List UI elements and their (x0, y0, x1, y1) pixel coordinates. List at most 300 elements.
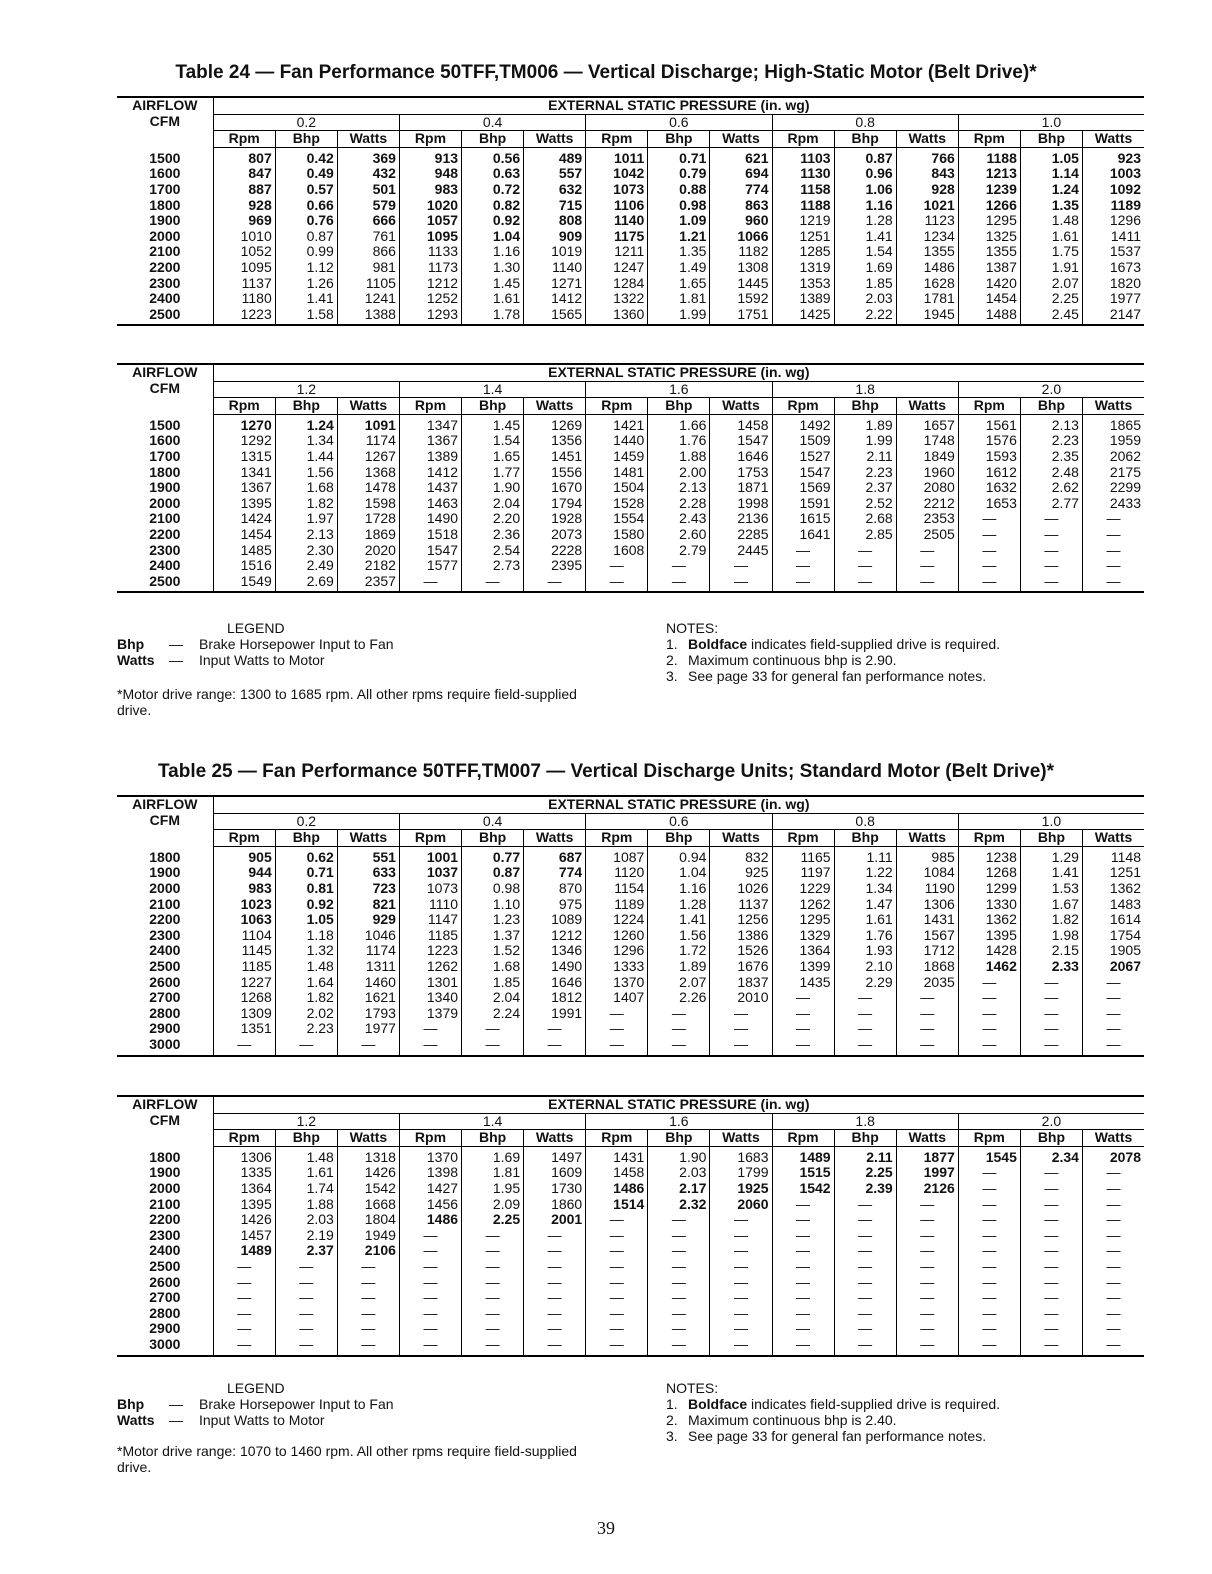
bhp-cell: — (648, 1212, 710, 1228)
watts-cell: — (1082, 1197, 1144, 1213)
watts-cell: 2035 (896, 975, 958, 991)
watts-cell: 1189 (1082, 198, 1144, 214)
watts-cell: 1977 (337, 1021, 399, 1037)
rpm-cell: 1370 (399, 1146, 461, 1165)
watts-cell: 633 (337, 865, 399, 881)
table-row (117, 527, 1144, 543)
watts-cell: 1486 (896, 260, 958, 276)
table-24-title: Table 24 — Fan Performance 50TFF,TM006 — Vertical Discharge; High-Static Motor (Belt Drive)* (175, 62, 1037, 83)
watts-cell: — (1082, 1243, 1144, 1259)
watts-cell: 1871 (710, 480, 772, 496)
pressure-header: 1.2 (213, 381, 399, 398)
airflow-cell: 2300 (149, 1226, 181, 1243)
airflow-cell: 2400 (149, 557, 181, 574)
bhp-cell: 2.03 (275, 1212, 337, 1228)
rpm-cell: 969 (213, 213, 275, 229)
rpm-cell: 1145 (213, 943, 275, 959)
bhp-cell: 0.96 (834, 166, 896, 182)
airflow-cell: 2300 (149, 541, 181, 558)
watts-cell: — (1082, 1021, 1144, 1037)
watts-cell: 1174 (337, 943, 399, 959)
rpm-cell: 1073 (586, 182, 648, 198)
bhp-cell: 2.37 (275, 1243, 337, 1259)
pressure-header: 1.8 (772, 381, 958, 398)
watts-cell: 1308 (710, 260, 772, 276)
watts-cell: 1431 (896, 912, 958, 928)
legend-item-bhp (117, 1396, 394, 1412)
watts-cell: 1386 (710, 928, 772, 944)
bhp-cell: 1.58 (275, 307, 337, 326)
bhp-cell: 1.32 (275, 943, 337, 959)
rpm-cell: 1063 (213, 912, 275, 928)
rpm-cell: — (958, 1259, 1020, 1275)
rpm-column-header: Rpm (399, 1130, 461, 1147)
watts-cell: 579 (337, 198, 399, 214)
rpm-cell: 1251 (772, 229, 834, 245)
bhp-cell: 2.43 (648, 511, 710, 527)
watts-cell: — (524, 1275, 586, 1291)
bhp-cell: 1.76 (834, 928, 896, 944)
legend-item-bhp (117, 636, 394, 652)
bhp-cell: 1.48 (275, 959, 337, 975)
rpm-cell: 1295 (958, 213, 1020, 229)
watts-cell: 1628 (896, 276, 958, 292)
bhp-cell: — (1020, 1165, 1082, 1181)
bhp-cell: 2.34 (1020, 1146, 1082, 1165)
rpm-cell: 1389 (399, 449, 461, 465)
pressure-header: 1.0 (958, 813, 1144, 830)
watts-cell: 1977 (1082, 291, 1144, 307)
bhp-cell: — (462, 1243, 524, 1259)
watts-cell: — (1082, 1337, 1144, 1356)
watts-cell: 2136 (710, 511, 772, 527)
rpm-cell: 1285 (772, 244, 834, 260)
bhp-cell: 0.87 (462, 865, 524, 881)
rpm-column-header: Rpm (772, 1130, 834, 1147)
table-row (117, 213, 1144, 229)
rpm-cell: — (586, 574, 648, 593)
bhp-cell: 0.82 (462, 198, 524, 214)
watts-cell: 1046 (337, 928, 399, 944)
bhp-cell: 1.65 (462, 449, 524, 465)
rpm-cell: 1295 (772, 912, 834, 928)
rpm-column-header: Rpm (772, 830, 834, 847)
watts-cell: 1267 (337, 449, 399, 465)
pressure-header: 1.8 (772, 1113, 958, 1130)
watts-cell: 1945 (896, 307, 958, 326)
rpm-cell: 1329 (772, 928, 834, 944)
bhp-cell: 2.13 (1020, 414, 1082, 433)
watts-cell: — (524, 574, 586, 593)
watts-column-header: Watts (1082, 830, 1144, 847)
watts-cell: 1670 (524, 480, 586, 496)
airflow-cell: 2300 (149, 274, 181, 291)
bhp-cell: 1.66 (648, 414, 710, 433)
bhp-cell: 2.52 (834, 496, 896, 512)
note-number: 2. (666, 652, 678, 668)
bhp-cell: 1.85 (462, 975, 524, 991)
watts-cell: 2078 (1082, 1146, 1144, 1165)
bhp-cell: 1.44 (275, 449, 337, 465)
watts-cell: 1812 (524, 990, 586, 1006)
rpm-cell: — (399, 1275, 461, 1291)
bhp-cell: 2.62 (1020, 480, 1082, 496)
bhp-cell: 2.23 (834, 465, 896, 481)
rpm-cell: 1554 (586, 511, 648, 527)
table-row (117, 198, 1144, 214)
table-row (117, 1037, 1144, 1056)
watts-cell: 1712 (896, 943, 958, 959)
rpm-cell: 1212 (399, 276, 461, 292)
note-bold: Boldface (688, 1396, 748, 1412)
bhp-cell: — (648, 574, 710, 593)
watts-cell: 843 (896, 166, 958, 182)
rpm-cell: 1268 (213, 990, 275, 1006)
table-row (117, 229, 1144, 245)
rpm-cell: 1095 (213, 260, 275, 276)
watts-cell: 1799 (710, 1165, 772, 1181)
table-row (117, 1275, 1144, 1291)
bhp-cell: 1.05 (275, 912, 337, 928)
legend-text: Brake Horsepower Input to Fan (199, 1396, 394, 1412)
bhp-cell: 0.63 (462, 166, 524, 182)
table-row (117, 496, 1144, 512)
rpm-cell: 1229 (772, 881, 834, 897)
rpm-cell: 1547 (772, 465, 834, 481)
watts-cell: 2067 (1082, 959, 1144, 975)
bhp-cell: 2.10 (834, 959, 896, 975)
rpm-cell: — (399, 1290, 461, 1306)
watts-cell: 2182 (337, 558, 399, 574)
pressure-header: 0.2 (213, 813, 399, 830)
note-2 (666, 652, 1000, 668)
note-1 (666, 1396, 1000, 1412)
rpm-column-header: Rpm (213, 1130, 275, 1147)
bhp-cell: 0.42 (275, 147, 337, 166)
bhp-cell: — (1020, 1290, 1082, 1306)
watts-cell: 369 (337, 147, 399, 166)
watts-cell: — (1082, 975, 1144, 991)
bhp-cell: 1.35 (648, 244, 710, 260)
rpm-cell: 1185 (213, 959, 275, 975)
rpm-cell: — (586, 1337, 648, 1356)
bhp-cell: — (1020, 1228, 1082, 1244)
bhp-cell: 0.66 (275, 198, 337, 214)
legend-item-watts (117, 652, 394, 668)
bhp-column-header: Bhp (648, 398, 710, 415)
rpm-cell: 1490 (399, 511, 461, 527)
rpm-cell: 1219 (772, 213, 834, 229)
rpm-cell: 1569 (772, 480, 834, 496)
rpm-cell: 1011 (586, 147, 648, 166)
bhp-cell: — (275, 1337, 337, 1356)
bhp-cell: 1.26 (275, 276, 337, 292)
rpm-cell: 1335 (213, 1165, 275, 1181)
watts-cell: — (896, 1290, 958, 1306)
rpm-cell: 1296 (586, 943, 648, 959)
rpm-cell: 1545 (958, 1146, 1020, 1165)
table-row (117, 543, 1144, 559)
watts-cell: 621 (710, 147, 772, 166)
bhp-cell: 2.22 (834, 307, 896, 326)
rpm-column-header: Rpm (399, 398, 461, 415)
rpm-cell: 1213 (958, 166, 1020, 182)
rpm-cell: 1489 (213, 1243, 275, 1259)
table-row (117, 959, 1144, 975)
watts-cell: 2353 (896, 511, 958, 527)
bhp-cell: 2.11 (834, 449, 896, 465)
airflow-cfm-header: AIRFLOW CFM (117, 796, 213, 846)
bhp-cell: 1.04 (648, 865, 710, 881)
bhp-cell: 1.99 (834, 433, 896, 449)
airflow-cell: 2700 (149, 989, 181, 1006)
rpm-cell: 1612 (958, 465, 1020, 481)
watts-cell: — (1082, 558, 1144, 574)
watts-cell: 1234 (896, 229, 958, 245)
rpm-cell: 1147 (399, 912, 461, 928)
rpm-cell: 1175 (586, 229, 648, 245)
watts-cell: 1794 (524, 496, 586, 512)
rpm-cell: — (772, 1290, 834, 1306)
watts-cell: — (524, 1321, 586, 1337)
rpm-cell: 1252 (399, 291, 461, 307)
watts-cell: 1368 (337, 465, 399, 481)
note-bold: Boldface (688, 636, 748, 652)
watts-cell: 774 (710, 182, 772, 198)
watts-column-header: Watts (1082, 398, 1144, 415)
rpm-cell: 1351 (213, 1021, 275, 1037)
watts-cell: 1592 (710, 291, 772, 307)
bhp-cell: 1.41 (648, 912, 710, 928)
watts-cell: 1537 (1082, 244, 1144, 260)
watts-cell: 1748 (896, 433, 958, 449)
rpm-cell: — (958, 543, 1020, 559)
rpm-cell: — (772, 1021, 834, 1037)
airflow-cell: 2000 (149, 879, 181, 896)
watts-cell: 866 (337, 244, 399, 260)
rpm-cell: 1185 (399, 928, 461, 944)
watts-cell: 766 (896, 147, 958, 166)
watts-cell: 666 (337, 213, 399, 229)
bhp-cell: 1.12 (275, 260, 337, 276)
bhp-cell: 1.98 (1020, 928, 1082, 944)
watts-cell: 821 (337, 897, 399, 913)
rpm-cell: — (772, 574, 834, 593)
watts-cell: 1565 (524, 307, 586, 326)
watts-cell: 1140 (524, 260, 586, 276)
rpm-cell: 1489 (772, 1146, 834, 1165)
watts-column-header: Watts (896, 398, 958, 415)
bhp-cell: 2.77 (1020, 496, 1082, 512)
bhp-cell: 1.75 (1020, 244, 1082, 260)
rpm-cell: — (399, 1228, 461, 1244)
pressure-header: 0.8 (772, 813, 958, 830)
bhp-column-header: Bhp (462, 1130, 524, 1147)
bhp-cell: 1.90 (462, 480, 524, 496)
watts-cell: 2062 (1082, 449, 1144, 465)
bhp-column-header: Bhp (275, 1130, 337, 1147)
external-static-pressure-header: EXTERNAL STATIC PRESSURE (in. wg) (213, 796, 1144, 813)
table-row (117, 865, 1144, 881)
bhp-cell: 1.21 (648, 229, 710, 245)
rpm-column-header: Rpm (586, 1130, 648, 1147)
legend-key: Watts (117, 652, 155, 668)
rpm-cell: 928 (213, 198, 275, 214)
pressure-header: 0.8 (772, 114, 958, 131)
rpm-column-header: Rpm (586, 131, 648, 148)
watts-cell: 2445 (710, 543, 772, 559)
watts-cell: — (896, 1306, 958, 1322)
rpm-cell: — (772, 558, 834, 574)
rpm-cell: — (586, 558, 648, 574)
bhp-cell: 1.24 (1020, 182, 1082, 198)
rpm-cell: 1632 (958, 480, 1020, 496)
bhp-cell: 2.00 (648, 465, 710, 481)
table-25-part-1 (117, 795, 1144, 1057)
watts-cell: — (896, 1275, 958, 1291)
watts-cell: — (896, 1337, 958, 1356)
watts-cell: 1212 (524, 928, 586, 944)
watts-cell: 923 (1082, 147, 1144, 166)
watts-cell: 1092 (1082, 182, 1144, 198)
airflow-cfm-header: AIRFLOW CFM (117, 1096, 213, 1146)
watts-cell: 1877 (896, 1146, 958, 1165)
rpm-cell: 1173 (399, 260, 461, 276)
watts-cell: 1271 (524, 276, 586, 292)
rpm-cell: 1340 (399, 990, 461, 1006)
table-25-legend (117, 1380, 394, 1428)
bhp-cell: 1.74 (275, 1181, 337, 1197)
watts-cell: 632 (524, 182, 586, 198)
rpm-cell: 1488 (958, 307, 1020, 326)
rpm-cell: — (772, 1212, 834, 1228)
table-24-part-2 (117, 363, 1144, 593)
watts-cell: 687 (524, 846, 586, 865)
bhp-cell: — (648, 1037, 710, 1056)
bhp-cell: — (275, 1275, 337, 1291)
bhp-cell: 1.34 (834, 881, 896, 897)
watts-cell: 1793 (337, 1006, 399, 1022)
bhp-cell: 1.68 (275, 480, 337, 496)
bhp-cell: 1.30 (462, 260, 524, 276)
bhp-cell: 0.94 (648, 846, 710, 865)
watts-cell: — (896, 1006, 958, 1022)
pressure-header: 1.6 (586, 1113, 772, 1130)
watts-cell: 1860 (524, 1197, 586, 1213)
rpm-cell: 948 (399, 166, 461, 182)
rpm-cell: — (958, 1197, 1020, 1213)
bhp-cell: 1.06 (834, 182, 896, 198)
watts-cell: 1542 (337, 1181, 399, 1197)
rpm-cell: — (586, 1021, 648, 1037)
airflow-cell: 2700 (149, 1289, 181, 1306)
bhp-cell: 0.72 (462, 182, 524, 198)
rpm-cell: — (958, 1212, 1020, 1228)
rpm-cell: 1398 (399, 1165, 461, 1181)
bhp-cell: 1.28 (834, 213, 896, 229)
rpm-cell: 1486 (399, 1212, 461, 1228)
rpm-cell: 1211 (586, 244, 648, 260)
rpm-cell: 1325 (958, 229, 1020, 245)
bhp-cell: — (648, 1321, 710, 1337)
pressure-header: 2.0 (958, 1113, 1144, 1130)
bhp-cell: — (648, 1337, 710, 1356)
rpm-column-header: Rpm (213, 131, 275, 148)
rpm-cell: 1608 (586, 543, 648, 559)
watts-column-header: Watts (524, 1130, 586, 1147)
rpm-column-header: Rpm (213, 830, 275, 847)
bhp-cell: — (834, 1290, 896, 1306)
rpm-cell: 944 (213, 865, 275, 881)
watts-cell: 1621 (337, 990, 399, 1006)
bhp-cell: 2.11 (834, 1146, 896, 1165)
rpm-cell: — (958, 511, 1020, 527)
bhp-cell: 0.88 (648, 182, 710, 198)
bhp-cell: 2.68 (834, 511, 896, 527)
watts-cell: — (1082, 1306, 1144, 1322)
legend-key: Bhp (117, 1396, 145, 1412)
table-row (117, 1259, 1144, 1275)
watts-cell: — (1082, 1181, 1144, 1197)
watts-cell: 960 (710, 213, 772, 229)
rpm-cell: — (772, 1197, 834, 1213)
watts-cell: — (710, 1321, 772, 1337)
rpm-column-header: Rpm (958, 398, 1020, 415)
bhp-cell: — (834, 1197, 896, 1213)
bhp-cell: 2.25 (462, 1212, 524, 1228)
bhp-column-header: Bhp (462, 131, 524, 148)
rpm-cell: 1223 (399, 943, 461, 959)
rpm-cell: 1189 (586, 897, 648, 913)
rpm-cell: 1420 (958, 276, 1020, 292)
watts-cell: 1998 (710, 496, 772, 512)
watts-cell: 1609 (524, 1165, 586, 1181)
bhp-cell: — (462, 1337, 524, 1356)
rpm-cell: 913 (399, 147, 461, 166)
legend-dash: — (169, 1412, 183, 1428)
watts-cell: 1105 (337, 276, 399, 292)
watts-cell: 1148 (1082, 846, 1144, 865)
rpm-cell: 1188 (772, 198, 834, 214)
watts-cell: 557 (524, 166, 586, 182)
bhp-cell: 1.61 (1020, 229, 1082, 245)
watts-cell: 723 (337, 881, 399, 897)
watts-cell: 1362 (1082, 881, 1144, 897)
rpm-cell: — (772, 1259, 834, 1275)
rpm-cell: 1154 (586, 881, 648, 897)
bhp-cell: — (834, 1006, 896, 1022)
rpm-cell: — (958, 527, 1020, 543)
rpm-cell: 1106 (586, 198, 648, 214)
bhp-cell: — (834, 1228, 896, 1244)
note-text: See page 33 for general fan performance notes. (688, 1428, 987, 1444)
watts-cell: — (896, 990, 958, 1006)
note-number: 2. (666, 1412, 678, 1428)
watts-cell: 1646 (524, 975, 586, 991)
bhp-cell: — (1020, 990, 1082, 1006)
table-row (117, 1197, 1144, 1213)
bhp-cell: 2.04 (462, 990, 524, 1006)
watts-cell: 985 (896, 846, 958, 865)
watts-column-header: Watts (524, 398, 586, 415)
watts-cell: 2060 (710, 1197, 772, 1213)
bhp-cell: 1.88 (275, 1197, 337, 1213)
bhp-cell: — (1020, 1337, 1082, 1356)
watts-cell: — (337, 1306, 399, 1322)
note-3 (666, 668, 1000, 684)
rpm-cell: 1462 (958, 959, 1020, 975)
bhp-cell: — (275, 1259, 337, 1275)
